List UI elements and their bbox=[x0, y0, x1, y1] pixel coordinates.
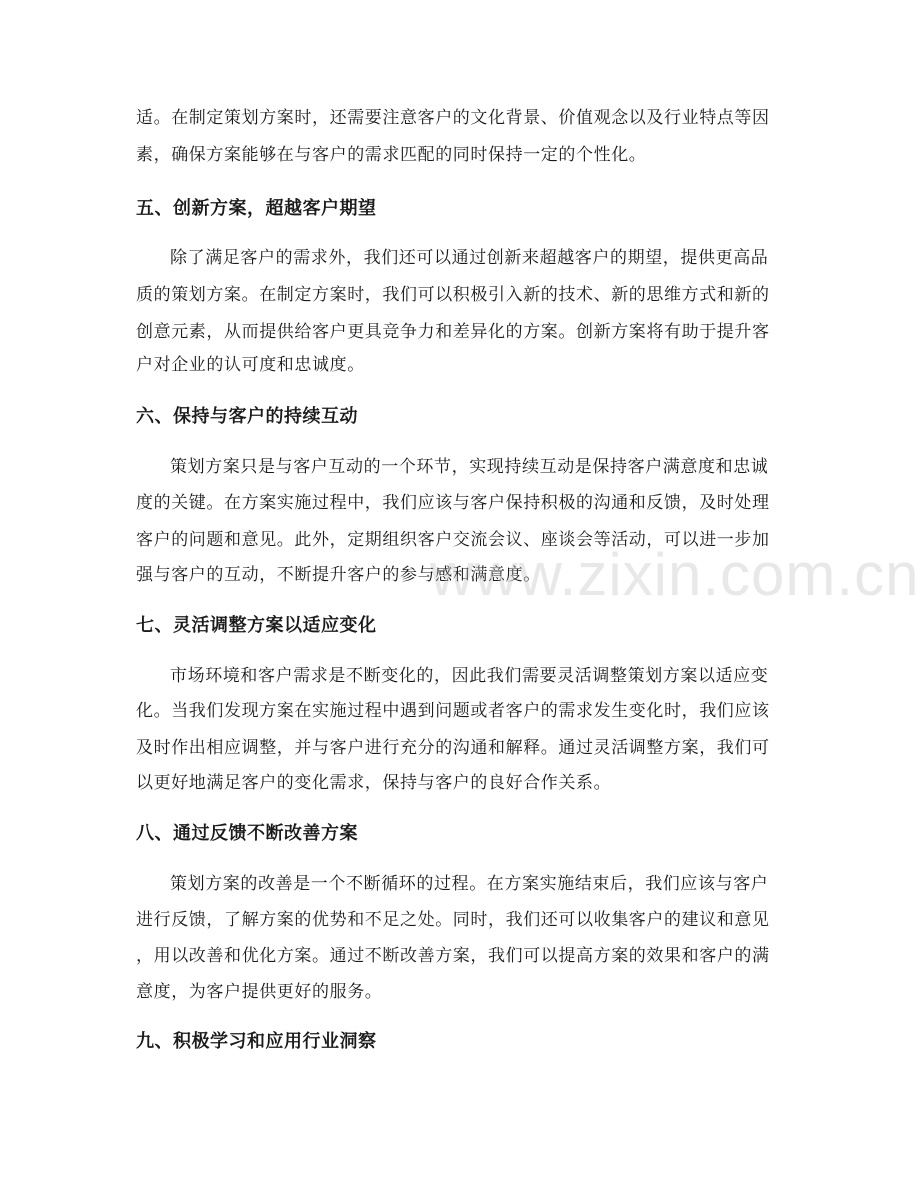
section-7-line-3: 及时作出相应调整，并与客户进行充分的沟通和解释。通过灵活调整方案，我们可 bbox=[136, 738, 770, 758]
section-5-line-2: 质的策划方案。在制定方案时，我们可以积极引入新的技术、新的思维方式和新的 bbox=[136, 285, 770, 305]
section-7-line-2: 化。当我们发现方案在实施过程中遇到问题或者客户的需求发生变化时，我们应该 bbox=[136, 701, 770, 721]
section-6-line-3: 客户的问题和意见。此外，定期组织客户交流会议、座谈会等活动，可以进一步加 bbox=[136, 530, 770, 550]
section-heading-9: 九、积极学习和应用行业洞察 bbox=[136, 1031, 377, 1052]
section-6-line-2: 度的关键。在方案实施过程中，我们应该与客户保持积极的沟通和反馈，及时处理 bbox=[136, 493, 770, 513]
section-8-line-2: 进行反馈，了解方案的优势和不足之处。同时，我们还可以收集客户的建议和意见 bbox=[136, 910, 770, 930]
section-heading-6: 六、保持与客户的持续互动 bbox=[136, 406, 358, 427]
section-5-line-3: 创意元素，从而提供给客户更具竞争力和差异化的方案。创新方案将有助于提升客 bbox=[136, 322, 770, 342]
section-7-line-4: 以更好地满足客户的变化需求，保持与客户的良好合作关系。 bbox=[136, 773, 612, 793]
section-7-line-1: 市场环境和客户需求是不断变化的，因此我们需要灵活调整策划方案以适应变 bbox=[170, 666, 769, 686]
section-8-line-3: ，用以改善和优化方案。通过不断改善方案，我们可以提高方案的效果和客户的满 bbox=[136, 946, 770, 966]
section-5-line-4: 户对企业的认可度和忠诚度。 bbox=[136, 355, 365, 375]
section-heading-5: 五、创新方案，超越客户期望 bbox=[136, 198, 377, 219]
section-8-line-1: 策划方案的改善是一个不断循环的过程。在方案实施结束后，我们应该与客户 bbox=[170, 874, 769, 894]
watermark: www.zixin.com.cn bbox=[430, 541, 920, 608]
section-6-line-1: 策划方案只是与客户互动的一个环节，实现持续互动是保持客户满意度和忠诚 bbox=[170, 457, 769, 477]
intro-line-1: 适。在制定策划方案时，还需要注意客户的文化背景、价值观念以及行业特点等因 bbox=[136, 108, 770, 128]
section-heading-8: 八、通过反馈不断改善方案 bbox=[136, 823, 358, 844]
intro-line-2: 素，确保方案能够在与客户的需求匹配的同时保持一定的个性化。 bbox=[136, 145, 647, 165]
section-heading-7: 七、灵活调整方案以适应变化 bbox=[136, 615, 377, 636]
section-8-line-4: 意度，为客户提供更好的服务。 bbox=[136, 982, 383, 1002]
section-6-line-4: 强与客户的互动，不断提升客户的参与感和满意度。 bbox=[136, 565, 541, 585]
section-5-line-1: 除了满足客户的需求外，我们还可以通过创新来超越客户的期望，提供更高品 bbox=[170, 248, 769, 268]
